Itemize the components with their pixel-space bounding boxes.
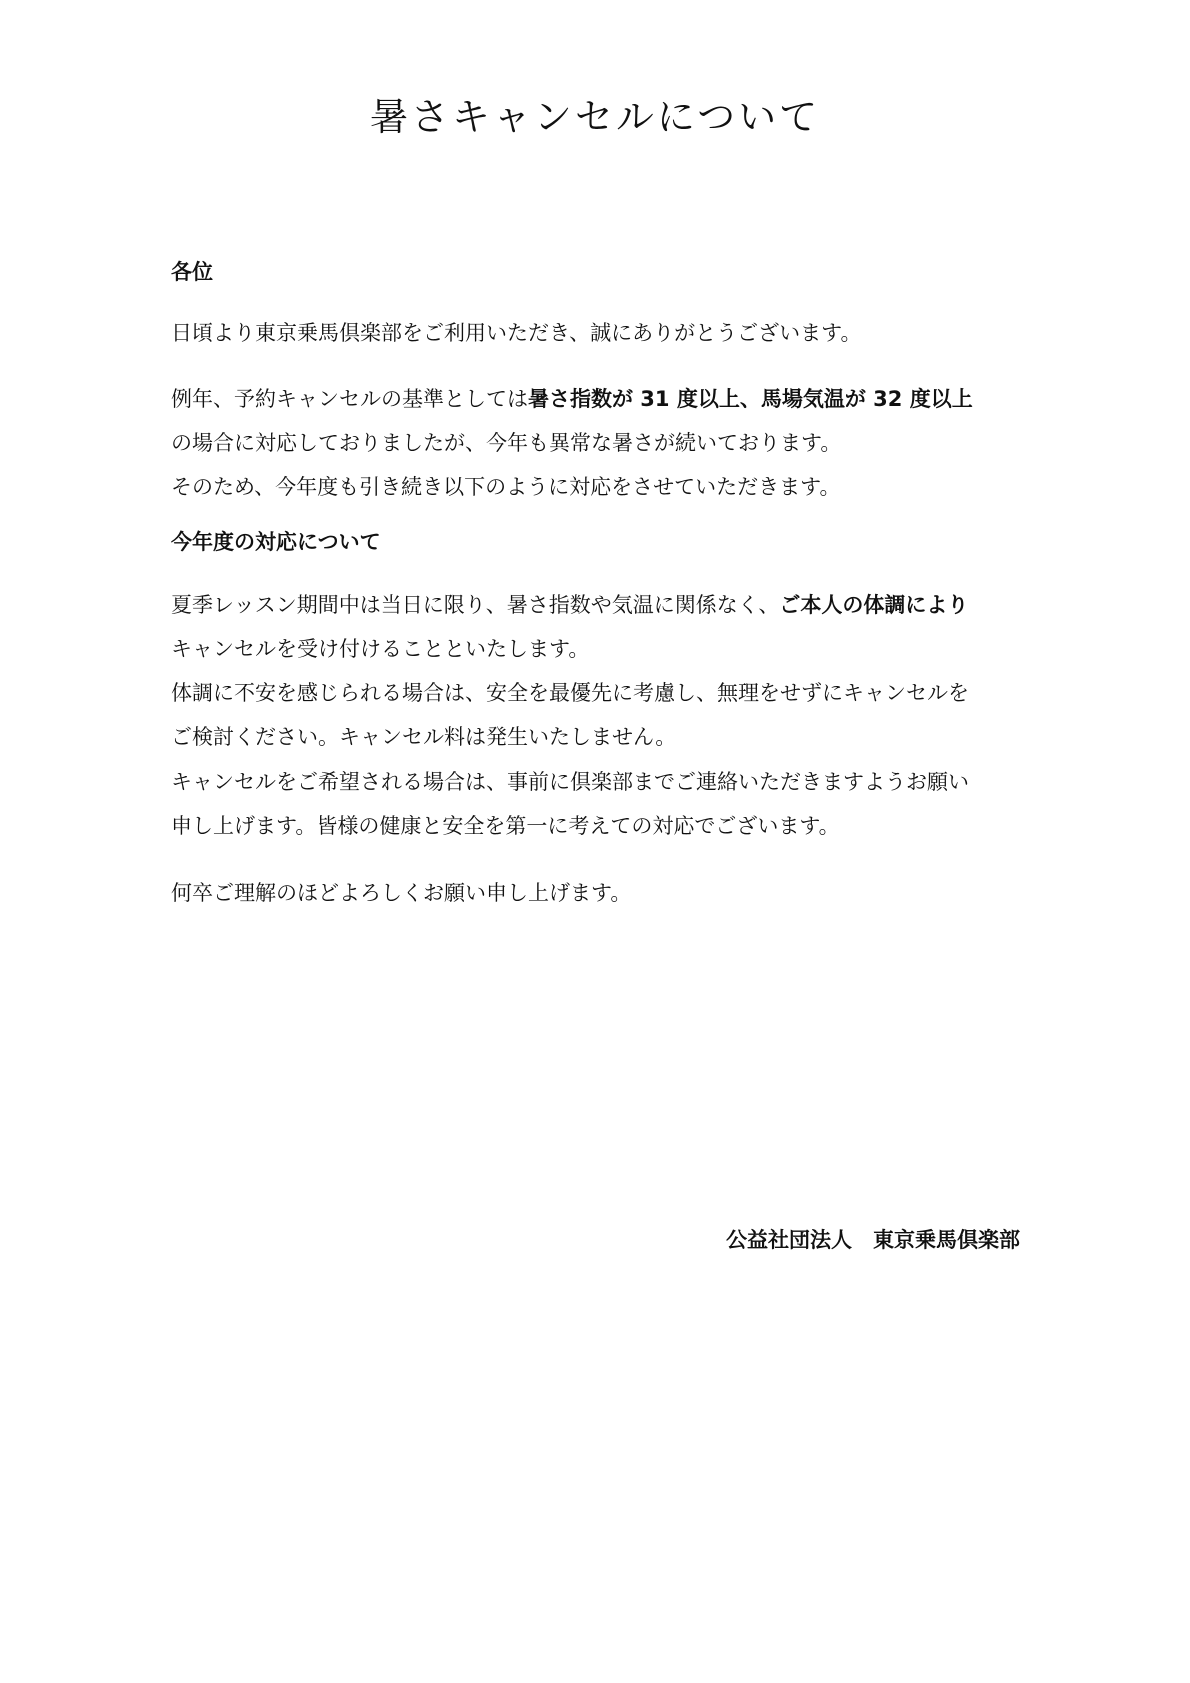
- policy-paragraph: [171, 583, 1041, 759]
- section-heading-text: 今年度の対応について: [171, 530, 381, 554]
- salutation: [171, 250, 1041, 294]
- section-heading: [171, 520, 1041, 564]
- contact-line-2: 申し上げます。皆様の健康と安全を第一に考えての対応でございます。: [171, 814, 840, 838]
- criteria-paragraph: [171, 377, 1041, 509]
- criteria-line-3: そのため、今年度も引き続き以下のように対応をさせていただきます。: [171, 475, 841, 499]
- closing-paragraph: [171, 871, 1041, 915]
- policy-line-4: ご検討ください。キャンセル料は発生いたしません。: [171, 725, 677, 749]
- policy-line-1-text: 夏季レッスン期間中は当日に限り、暑さ指数や気温に関係なく、: [171, 593, 780, 617]
- policy-line-2: キャンセルを受け付けることといたします。: [171, 637, 590, 661]
- greeting-paragraph: [171, 311, 1041, 355]
- salutation-text: 各位: [171, 260, 213, 284]
- contact-paragraph: [171, 760, 1041, 848]
- closing-text: 何卒ご理解のほどよろしくお願い申し上げます。: [171, 881, 632, 905]
- policy-line-1: [171, 583, 1041, 627]
- policy-line-3: 体調に不安を感じられる場合は、安全を最優先に考慮し、無理をせずにキャンセルを: [171, 681, 969, 705]
- policy-emphasis: ご本人の体調により: [779, 593, 969, 617]
- criteria-line-2: の場合に対応しておりましたが、今年も異常な暑さが続いております。: [171, 431, 842, 455]
- signature: 公益社団法人 東京乗馬倶楽部: [726, 1228, 1020, 1252]
- document-title: 暑さキャンセルについて: [369, 95, 821, 139]
- contact-line-1: キャンセルをご希望される場合は、事前に倶楽部までご連絡いただきますようお願い: [171, 770, 969, 794]
- criteria-line-1-text: 例年、予約キャンセルの基準としては: [171, 387, 528, 411]
- criteria-line-1: [171, 377, 1041, 421]
- greeting-text: 日頃より東京乗馬倶楽部をご利用いただき、誠にありがとうございます。: [171, 321, 862, 345]
- criteria-thresholds: 暑さ指数が 31 度以上、馬場気温が 32 度以上: [528, 387, 973, 411]
